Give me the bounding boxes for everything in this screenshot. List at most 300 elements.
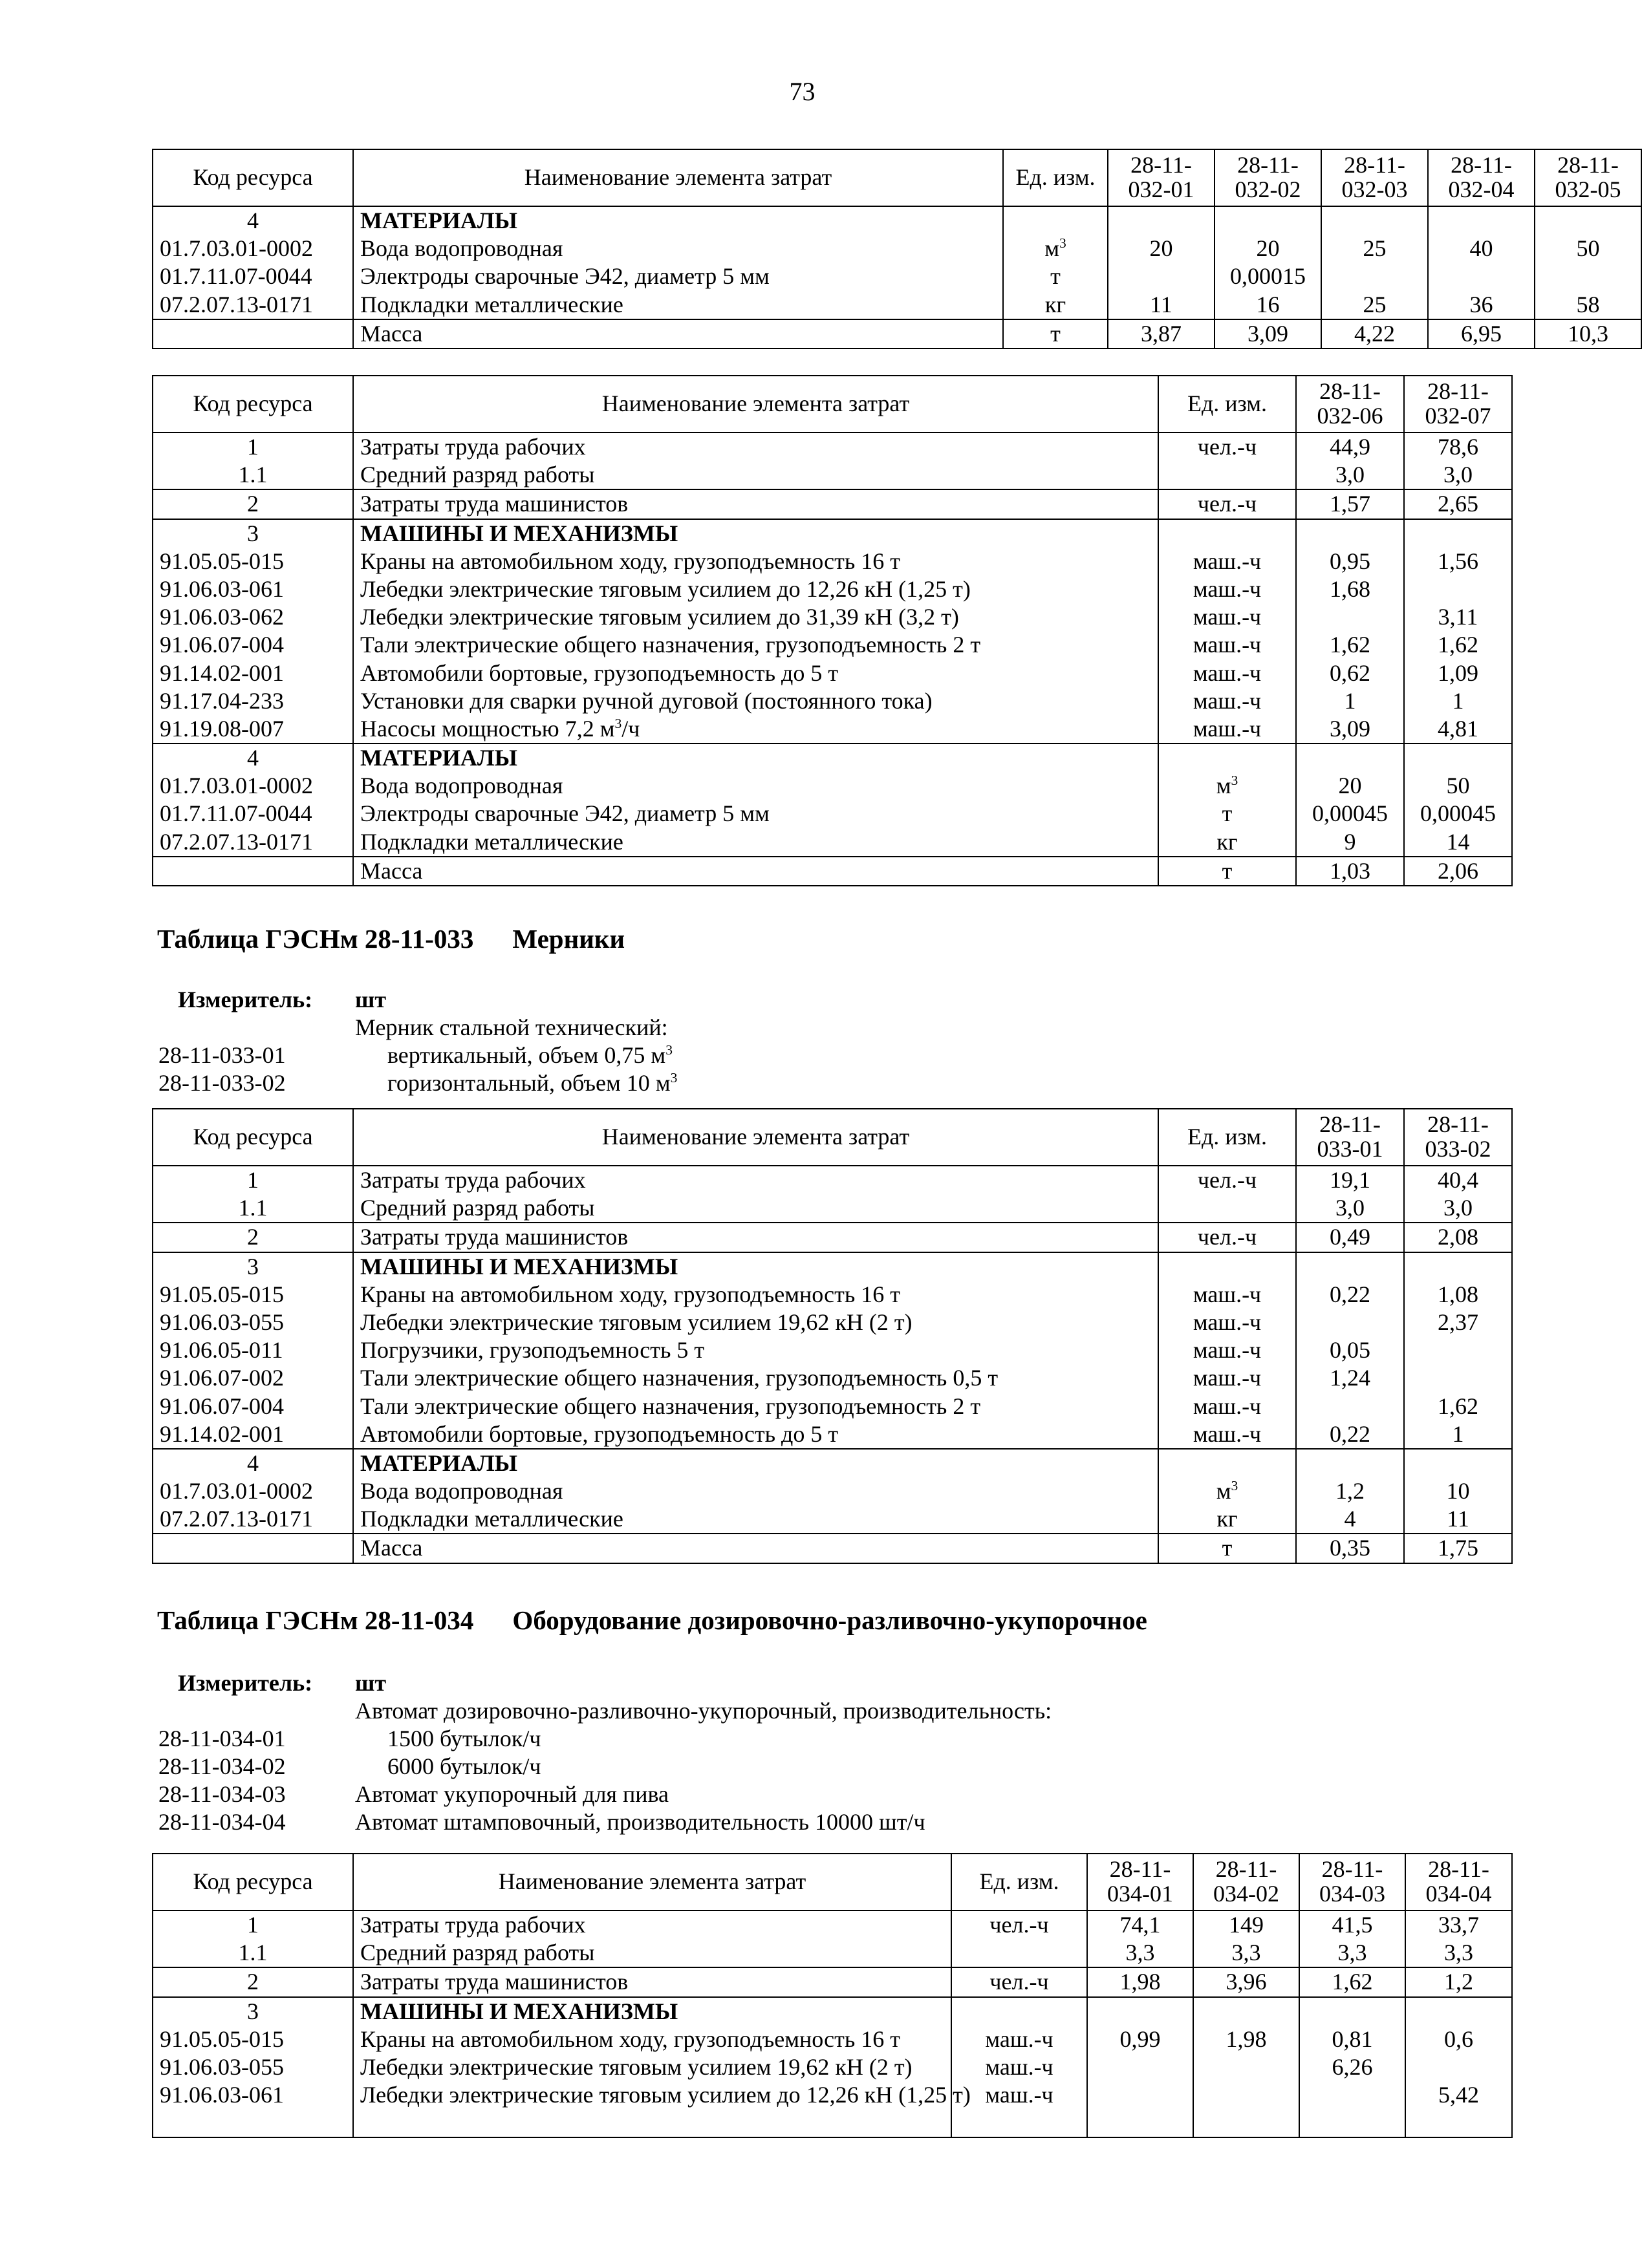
unit-cell: т <box>1003 262 1108 290</box>
value-cell: 74,1 <box>1087 1910 1193 1939</box>
resource-code: 3 <box>153 1997 353 2026</box>
value-cell: 20 <box>1215 235 1321 262</box>
value-cell <box>1405 2053 1512 2081</box>
value-cell: 5,42 <box>1405 2081 1512 2137</box>
table-row <box>153 1967 1512 1996</box>
meter-label: Измеритель: <box>178 1670 313 1696</box>
value-cell: 0,35 <box>1296 1534 1404 1563</box>
table-row <box>153 772 1512 800</box>
table-row <box>153 235 1641 262</box>
cost-element-name: Лебедки электрические тяговым усилием до 12,26 кН (1,25 т) <box>353 575 1158 603</box>
value-cell: 78,6 <box>1404 433 1512 461</box>
value-cell <box>1108 262 1215 290</box>
resource-code: 91.06.03-061 <box>153 575 353 603</box>
table-row <box>153 744 1512 772</box>
resource-code: 91.14.02-001 <box>153 659 353 687</box>
value-cell: 0,22 <box>1296 1281 1404 1309</box>
resource-code: 4 <box>153 744 353 772</box>
cost-element-name: Вода водопроводная <box>353 235 1003 262</box>
value-cell: 25 <box>1321 291 1428 319</box>
value-cell: 3,3 <box>1193 1939 1299 1967</box>
resource-code: 07.2.07.13-0171 <box>153 828 353 857</box>
value-cell <box>1299 2081 1405 2137</box>
value-cell: 0,49 <box>1296 1223 1404 1252</box>
resource-code: 3 <box>153 519 353 548</box>
resource-code: 2 <box>153 1223 353 1252</box>
value-cell: 3,3 <box>1405 1939 1512 1967</box>
value-cell: 1,98 <box>1087 1967 1193 1996</box>
value-cell: 0,6 <box>1405 2026 1512 2053</box>
table-row <box>153 631 1512 659</box>
header-name: Наименование элемента затрат <box>353 1854 951 1910</box>
resource-code: 01.7.03.01-0002 <box>153 235 353 262</box>
value-cell: 1,62 <box>1296 631 1404 659</box>
unit-cell: маш.-ч <box>1158 1309 1296 1336</box>
cost-element-name: Затраты труда машинистов <box>353 489 1158 519</box>
value-cell: 1 <box>1404 1420 1512 1449</box>
resource-code: 91.05.05-015 <box>153 1281 353 1309</box>
resource-code: 07.2.07.13-0171 <box>153 1505 353 1534</box>
unit-cell <box>1158 1449 1296 1477</box>
table-row <box>153 1252 1512 1281</box>
unit-cell: маш.-ч <box>1158 687 1296 715</box>
value-cell: 44,9 <box>1296 433 1404 461</box>
value-cell <box>1428 206 1535 235</box>
cost-element-name: МАШИНЫ И МЕХАНИЗМЫ <box>353 519 1158 548</box>
header-col: 28-11- 032-02 <box>1215 149 1321 206</box>
cost-element-name: Средний разряд работы <box>353 1939 951 1967</box>
table-row <box>153 1223 1512 1252</box>
table-title: Мерники <box>512 924 625 954</box>
value-cell: 14 <box>1404 828 1512 857</box>
value-cell: 1 <box>1296 687 1404 715</box>
table-row <box>153 1309 1512 1336</box>
value-cell <box>1296 744 1404 772</box>
value-cell: 3,3 <box>1087 1939 1193 1967</box>
value-cell <box>1193 2081 1299 2137</box>
value-cell <box>1193 2053 1299 2081</box>
value-cell: 16 <box>1215 291 1321 319</box>
header-code: Код ресурса <box>153 376 353 433</box>
resource-table-033 <box>152 1108 1513 1564</box>
unit-cell: т <box>1158 1534 1296 1563</box>
header-unit: Ед. изм. <box>1003 149 1108 206</box>
resource-code: 91.06.05-011 <box>153 1336 353 1364</box>
value-cell: 1,09 <box>1404 659 1512 687</box>
value-cell: 0,00045 <box>1404 800 1512 828</box>
cost-element-name: Средний разряд работы <box>353 1194 1158 1223</box>
unit-cell: чел.-ч <box>1158 489 1296 519</box>
value-cell: 0,05 <box>1296 1336 1404 1364</box>
header-name: Наименование элемента затрат <box>353 376 1158 433</box>
value-cell: 2,08 <box>1404 1223 1512 1252</box>
header-col: 28-11- 034-01 <box>1087 1854 1193 1910</box>
unit-cell: кг <box>1158 1505 1296 1534</box>
resource-code: 91.06.03-055 <box>153 1309 353 1336</box>
cost-element-name: Вода водопроводная <box>353 772 1158 800</box>
unit-cell: $м^3$ <box>1003 235 1108 262</box>
table-row <box>153 1194 1512 1223</box>
value-cell: 3,3 <box>1299 1939 1405 1967</box>
unit-cell <box>1158 1194 1296 1223</box>
unit-cell: маш.-ч <box>1158 1336 1296 1364</box>
unit-cell: чел.-ч <box>1158 1223 1296 1252</box>
resource-code: 1.1 <box>153 461 353 489</box>
section-title-033 <box>157 923 625 955</box>
value-cell: 11 <box>1108 291 1215 319</box>
value-cell: 36 <box>1428 291 1535 319</box>
unit-cell: чел.-ч <box>951 1910 1087 1939</box>
resource-code: 3 <box>153 1252 353 1281</box>
value-cell <box>1404 744 1512 772</box>
resource-code: 91.06.03-062 <box>153 603 353 631</box>
meter-label: Измеритель: <box>178 987 313 1012</box>
section-title-034 <box>157 1605 1147 1636</box>
header-col: 28-11- 032-05 <box>1535 149 1641 206</box>
value-cell: 1,03 <box>1296 857 1404 886</box>
value-cell: 20 <box>1296 772 1404 800</box>
cost-element-name: Тали электрические общего назначения, грузоподъемность 2 т <box>353 631 1158 659</box>
resource-code: 4 <box>153 206 353 235</box>
value-cell: 0,62 <box>1296 659 1404 687</box>
value-cell <box>1321 206 1428 235</box>
resource-code: 91.06.07-004 <box>153 631 353 659</box>
cost-element-name: Тали электрические общего назначения, грузоподъемность 0,5 т <box>353 1364 1158 1392</box>
unit-cell: маш.-ч <box>951 2053 1087 2081</box>
table-row <box>153 603 1512 631</box>
cost-element-name: Затраты труда машинистов <box>353 1223 1158 1252</box>
cost-element-name: Краны на автомобильном ходу, грузоподъемность 16 т <box>353 1281 1158 1309</box>
table-row <box>153 206 1641 235</box>
cost-element-name: Автомобили бортовые, грузоподъемность до 5 т <box>353 659 1158 687</box>
value-cell: 3,96 <box>1193 1967 1299 1996</box>
value-cell: 1,2 <box>1296 1477 1404 1505</box>
value-cell: 1,56 <box>1404 548 1512 575</box>
table-row <box>153 715 1512 744</box>
header-col: 28-11- 032-03 <box>1321 149 1428 206</box>
unit-cell: маш.-ч <box>1158 1393 1296 1420</box>
resource-code: 1 <box>153 433 353 461</box>
cost-element-name: Электроды сварочные Э42, диаметр 5 мм <box>353 800 1158 828</box>
unit-cell: маш.-ч <box>1158 631 1296 659</box>
unit-cell: чел.-ч <box>1158 433 1296 461</box>
unit-cell <box>1158 744 1296 772</box>
resource-table-032-06-07 <box>152 375 1513 886</box>
table-title: Оборудование дозировочно-разливочно-укупорочное <box>512 1605 1147 1635</box>
table-row <box>153 319 1641 348</box>
cost-element-name: Лебедки электрические тяговым усилием до 31,39 кН (3,2 т) <box>353 603 1158 631</box>
cost-element-name: Подкладки металлические <box>353 1505 1158 1534</box>
unit-cell: $м^3$ <box>1158 1477 1296 1505</box>
unit-cell: маш.-ч <box>1158 1420 1296 1449</box>
unit-cell: т <box>1003 319 1108 348</box>
header-unit: Ед. изм. <box>1158 1109 1296 1166</box>
value-cell: 3,11 <box>1404 603 1512 631</box>
header-unit: Ед. изм. <box>1158 376 1296 433</box>
table-row <box>153 575 1512 603</box>
table-row <box>153 519 1512 548</box>
unit-cell: маш.-ч <box>1158 1364 1296 1392</box>
unit-cell <box>1158 1252 1296 1281</box>
value-cell: 4 <box>1296 1505 1404 1534</box>
resource-code: 01.7.11.07-0044 <box>153 262 353 290</box>
header-col: 28-11- 032-06 <box>1296 376 1404 433</box>
value-cell <box>1299 1997 1405 2026</box>
header-col: 28-11- 032-07 <box>1404 376 1512 433</box>
value-cell <box>1193 1997 1299 2026</box>
header-code: Код ресурса <box>153 1109 353 1166</box>
table-row <box>153 262 1641 290</box>
resource-code <box>153 857 353 886</box>
cost-element-name: Автомобили бортовые, грузоподъемность до 5 т <box>353 1420 1158 1449</box>
resource-code: 1 <box>153 1166 353 1194</box>
value-cell: 11 <box>1404 1505 1512 1534</box>
unit-cell: чел.-ч <box>951 1967 1087 1996</box>
cost-element-name: Затраты труда рабочих <box>353 433 1158 461</box>
cost-element-name: Электроды сварочные Э42, диаметр 5 мм <box>353 262 1003 290</box>
resource-code: 2 <box>153 489 353 519</box>
table-label: Таблица ГЭСНм 28-11-034 <box>157 1605 474 1635</box>
header-code: Код ресурса <box>153 149 353 206</box>
value-cell: 20 <box>1108 235 1215 262</box>
value-cell <box>1404 1252 1512 1281</box>
resource-code: 91.06.07-004 <box>153 1393 353 1420</box>
cost-element-name: Масса <box>353 319 1003 348</box>
table-row <box>153 1336 1512 1364</box>
cost-element-name: Подкладки металлические <box>353 291 1003 319</box>
value-cell <box>1296 519 1404 548</box>
value-cell: 4,81 <box>1404 715 1512 744</box>
table-row <box>153 1505 1512 1534</box>
resource-code: 01.7.03.01-0002 <box>153 1477 353 1505</box>
value-cell: 33,7 <box>1405 1910 1512 1939</box>
table-row <box>153 291 1641 319</box>
value-cell: 0,99 <box>1087 2026 1193 2053</box>
cost-element-name: Лебедки электрические тяговым усилием 19,62 кН (2 т) <box>353 1309 1158 1336</box>
unit-cell: $м^3$ <box>1158 772 1296 800</box>
value-cell <box>1087 2081 1193 2137</box>
table-row <box>153 1939 1512 1967</box>
value-cell: 1,68 <box>1296 575 1404 603</box>
meter-description: Мерник стальной технический: <box>355 1014 668 1040</box>
cost-element-name: Лебедки электрические тяговым усилием 19,62 кН (2 т) <box>353 2053 951 2081</box>
value-cell: 10,3 <box>1535 319 1641 348</box>
cost-element-name: Затраты труда рабочих <box>353 1910 951 1939</box>
value-cell: 1,62 <box>1404 631 1512 659</box>
value-cell <box>1428 262 1535 290</box>
resource-code: 01.7.11.07-0044 <box>153 800 353 828</box>
table-row <box>153 489 1512 519</box>
resource-code: 1.1 <box>153 1194 353 1223</box>
value-cell: 3,09 <box>1296 715 1404 744</box>
value-cell: 6,26 <box>1299 2053 1405 2081</box>
value-cell <box>1404 1364 1512 1392</box>
table-row <box>153 548 1512 575</box>
value-cell: 2,65 <box>1404 489 1512 519</box>
unit-cell: маш.-ч <box>1158 603 1296 631</box>
value-cell <box>1404 519 1512 548</box>
cost-element-name: Насосы мощностью 7,2 $м^3/ч$ <box>353 715 1158 744</box>
value-cell: 40 <box>1428 235 1535 262</box>
value-cell: 0,81 <box>1299 2026 1405 2053</box>
table-row <box>153 857 1512 886</box>
cost-element-name: Подкладки металлические <box>353 828 1158 857</box>
header-col: 28-11- 033-01 <box>1296 1109 1404 1166</box>
header-col: 28-11- 034-02 <box>1193 1854 1299 1910</box>
value-cell: 3,0 <box>1404 461 1512 489</box>
unit-cell <box>951 1997 1087 2026</box>
cost-element-name: Средний разряд работы <box>353 461 1158 489</box>
unit-cell <box>951 1939 1087 1967</box>
value-cell: 0,95 <box>1296 548 1404 575</box>
value-cell <box>1404 575 1512 603</box>
table-row <box>153 433 1512 461</box>
resource-code <box>153 319 353 348</box>
cost-element-name: Погрузчики, грузоподъемность 5 т <box>353 1336 1158 1364</box>
value-cell: 2,37 <box>1404 1309 1512 1336</box>
header-col: 28-11- 032-04 <box>1428 149 1535 206</box>
header-col: 28-11- 034-03 <box>1299 1854 1405 1910</box>
table-row <box>153 2053 1512 2081</box>
table-row <box>153 800 1512 828</box>
unit-cell <box>1003 206 1108 235</box>
meter-description: Автомат дозировочно-разливочно-укупорочный, производительность: <box>355 1698 1052 1724</box>
value-cell: 9 <box>1296 828 1404 857</box>
resource-code: 91.05.05-015 <box>153 548 353 575</box>
resource-code: 91.19.08-007 <box>153 715 353 744</box>
value-cell: 10 <box>1404 1477 1512 1505</box>
resource-code: 1 <box>153 1910 353 1939</box>
meter-unit: шт <box>355 1670 387 1696</box>
table-row <box>153 1166 1512 1194</box>
value-cell: 1,62 <box>1404 1393 1512 1420</box>
value-cell: 40,4 <box>1404 1166 1512 1194</box>
unit-cell: чел.-ч <box>1158 1166 1296 1194</box>
header-col: 28-11- 032-01 <box>1108 149 1215 206</box>
unit-cell: маш.-ч <box>951 2026 1087 2053</box>
value-cell <box>1087 2053 1193 2081</box>
value-cell <box>1535 206 1641 235</box>
table-row <box>153 1910 1512 1939</box>
resource-code <box>153 1534 353 1563</box>
value-cell: 50 <box>1535 235 1641 262</box>
header-unit: Ед. изм. <box>951 1854 1087 1910</box>
header-name: Наименование элемента затрат <box>353 149 1003 206</box>
value-cell: 0,00015 <box>1215 262 1321 290</box>
cost-element-name: Краны на автомобильном ходу, грузоподъемность 16 т <box>353 548 1158 575</box>
value-cell: 41,5 <box>1299 1910 1405 1939</box>
value-cell <box>1215 206 1321 235</box>
cost-element-name: Установки для сварки ручной дуговой (постоянного тока) <box>353 687 1158 715</box>
cost-element-name: МАТЕРИАЛЫ <box>353 206 1003 235</box>
cost-element-name: Лебедки электрические тяговым усилием до 12,26 кН (1,25 т) <box>353 2081 951 2137</box>
cost-element-name: МАТЕРИАЛЫ <box>353 1449 1158 1477</box>
value-cell: 1,62 <box>1299 1967 1405 1996</box>
value-cell: 1,98 <box>1193 2026 1299 2053</box>
value-cell: 4,22 <box>1321 319 1428 348</box>
cost-element-name: МАШИНЫ И МЕХАНИЗМЫ <box>353 1252 1158 1281</box>
unit-cell: т <box>1158 857 1296 886</box>
cost-element-name: Тали электрические общего назначения, грузоподъемность 2 т <box>353 1393 1158 1420</box>
cost-element-name: Масса <box>353 1534 1158 1563</box>
table-row <box>153 1393 1512 1420</box>
table-row <box>153 659 1512 687</box>
value-cell: 0,00045 <box>1296 800 1404 828</box>
table-row <box>153 461 1512 489</box>
table-label: Таблица ГЭСНм 28-11-033 <box>157 924 474 954</box>
value-cell <box>1296 1309 1404 1336</box>
table-row <box>153 2081 1512 2137</box>
value-cell <box>1405 1997 1512 2026</box>
cost-element-name: Вода водопроводная <box>353 1477 1158 1505</box>
resource-code: 91.06.03-061 <box>153 2081 353 2137</box>
value-cell <box>1108 206 1215 235</box>
value-cell: 1,2 <box>1405 1967 1512 1996</box>
cost-element-name: МАШИНЫ И МЕХАНИЗМЫ <box>353 1997 951 2026</box>
resource-code: 91.06.07-002 <box>153 1364 353 1392</box>
value-cell: 3,09 <box>1215 319 1321 348</box>
value-cell <box>1296 1393 1404 1420</box>
cost-element-name: Затраты труда машинистов <box>353 1967 951 1996</box>
table-row <box>153 828 1512 857</box>
unit-cell: т <box>1158 800 1296 828</box>
cost-element-name: Масса <box>353 857 1158 886</box>
value-cell: 1,75 <box>1404 1534 1512 1563</box>
value-cell: 1,57 <box>1296 489 1404 519</box>
value-cell <box>1296 1252 1404 1281</box>
resource-code: 91.05.05-015 <box>153 2026 353 2053</box>
header-col: 28-11- 033-02 <box>1404 1109 1512 1166</box>
cost-element-name: Краны на автомобильном ходу, грузоподъемность 16 т <box>353 2026 951 2053</box>
resource-code: 91.06.03-055 <box>153 2053 353 2081</box>
value-cell <box>1087 1997 1193 2026</box>
table-row <box>153 2026 1512 2053</box>
resource-code: 91.17.04-233 <box>153 687 353 715</box>
value-cell: 1,24 <box>1296 1364 1404 1392</box>
header-code: Код ресурса <box>153 1854 353 1910</box>
unit-cell: маш.-ч <box>1158 659 1296 687</box>
value-cell: 1 <box>1404 687 1512 715</box>
value-cell <box>1404 1336 1512 1364</box>
resource-code: 01.7.03.01-0002 <box>153 772 353 800</box>
value-cell <box>1535 262 1641 290</box>
header-name: Наименование элемента затрат <box>353 1109 1158 1166</box>
value-cell: 1,08 <box>1404 1281 1512 1309</box>
unit-cell: маш.-ч <box>1158 548 1296 575</box>
resource-code: 2 <box>153 1967 353 1996</box>
table-row <box>153 1534 1512 1563</box>
table-row <box>153 687 1512 715</box>
resource-table-034 <box>152 1853 1513 2138</box>
unit-cell: маш.-ч <box>1158 575 1296 603</box>
value-cell: 2,06 <box>1404 857 1512 886</box>
table-row <box>153 1449 1512 1477</box>
value-cell: 25 <box>1321 235 1428 262</box>
value-cell: 0,22 <box>1296 1420 1404 1449</box>
value-cell: 3,0 <box>1296 1194 1404 1223</box>
meter-unit: шт <box>355 987 387 1012</box>
cost-element-name: Затраты труда рабочих <box>353 1166 1158 1194</box>
unit-cell <box>1158 519 1296 548</box>
value-cell: 3,87 <box>1108 319 1215 348</box>
value-cell <box>1321 262 1428 290</box>
table-row <box>153 1997 1512 2026</box>
unit-cell: кг <box>1158 828 1296 857</box>
unit-cell: кг <box>1003 291 1108 319</box>
table-row <box>153 1477 1512 1505</box>
header-col: 28-11- 034-04 <box>1405 1854 1512 1910</box>
value-cell: 3,0 <box>1296 461 1404 489</box>
